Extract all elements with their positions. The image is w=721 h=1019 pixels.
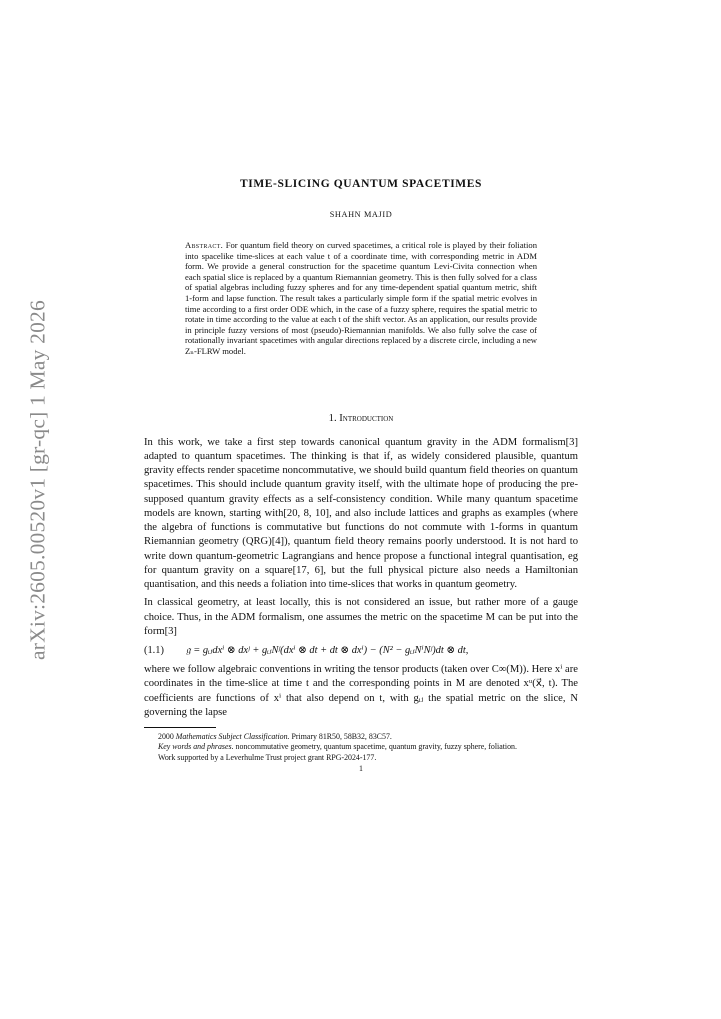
paper-title: TIME-SLICING QUANTUM SPACETIMES [239,178,483,190]
abstract [185,240,537,357]
body-paragraph-2: In classical geometry, at least locally, this is not considered an issue, but rather more of a gauge choice. Thus, in the ADM formalism, one assumes the metric on the spacetime M can be put into the form[3] [144,597,578,637]
section-heading [144,413,578,424]
section-number: 1. [328,412,337,424]
msc-text: Primary 81R50, 58B32, 83C57. [291,732,392,742]
abstract-text: For quantum field theory on curved spacetimes, a critical role is played by their foliation into spacelike time-slices at each value t of a coordinate time, with corresponding metric in ADM form. We provide a general construction for the spacetime quantum Levi-Civita connection when each spatial slice is replaced by a quantum Riemannian geometry. This is then fully solved for a class of spatial algebras including fuzzy spheres and for any time-dependent spatial quantum metric, shift 1-form and lapse function. The result takes a particularly simple form if the spatial metric evolves in time according to a first order ODE which, in the case of a fuzzy sphere, requires the spatial metric to rotate in time according to the value at each t of the shift vector. As an application, our results provide in principle fuzzy versions of most (pseudo)-Riemannian manifolds. We also fully solve the case of rotationally invariant spacetimes with angular directions replaced by a discrete circle, including a new Zₙ-FLRW model. [185,240,537,356]
arxiv-sidebar-stamp [18,300,58,660]
paper-page [144,178,578,773]
equation-number: (1.1) [144,644,164,656]
body-paragraph-3: where we follow algebraic conventions in writing the tensor products (taken over C∞(M)). Here xⁱ are coordinates in the time-slice at time t and the corresponding points in M are denoted xᵘ(x⃗, t). The coefficients are functions of xⁱ that also depend on t, with gᵢⱼ the spatial metric on the slice, N governing the lapse [144,664,578,718]
body-paragraph-1: In this work, we take a first step towards canonical quantum gravity in the ADM formalism[3] adapted to quantum spacetimes. The thinking is that if, as widely considered plausible, quantum gravity effects render spacetime noncommutative, we should build quantum field theories on quantum spacetimes. This should include quantum gravity itself, with the ultimate hope of producing the pre-supposed quantum gravity effects as a self-consistency condition. While many quantum spacetime models are known, starting with[20, 8, 10], and also include lattices and graphs as examples (where the algebra of functions is commutative but functions do not commute with 1-forms in quantum Riemannian geometry (QRG)[4]), quantum field theory remains poorly understood. It is not hard to write down quantum-geometric Lagrangians and hence propose a functional integral quantisation, eg for quantum gravity on a square[17, 6], but the full physical picture also needs a Hamiltonian quantisation, and this needs a foliation into time-slices that works in quantum geometry. [144,436,578,591]
footnote-keywords [144,742,578,752]
footnote-support [144,753,578,763]
support-text: Work supported by a Leverhulme Trust project grant RPG-2024-177. [158,752,377,762]
paper-author: SHAHN MAJID [329,210,393,219]
footnote-msc [144,732,578,742]
page-number: 1 [359,763,363,773]
msc-label: Mathematics Subject Classification. [175,732,290,742]
keywords-text: noncommutative geometry, quantum spacetime, quantum gravity, fuzzy sphere, foliation. [235,742,517,752]
section-title: Introduction [339,412,394,424]
msc-prefix: 2000 [158,732,174,742]
abstract-label: Abstract. [185,240,224,250]
footnote-divider [144,727,216,728]
arxiv-identifier: arXiv:2605.00520v1 [gr-qc] 1 May 2026 [25,300,50,660]
equation-1-1 [144,641,578,659]
keywords-label: Key words and phrases. [158,742,234,752]
equation-body: 𝔤 = gᵢⱼdxⁱ ⊗ dxʲ + gᵢⱼNʲ(dxⁱ ⊗ dt + dt ⊗ dxⁱ) − (N² − gᵢⱼNⁱNʲ)dt ⊗ dt, [186,644,469,656]
